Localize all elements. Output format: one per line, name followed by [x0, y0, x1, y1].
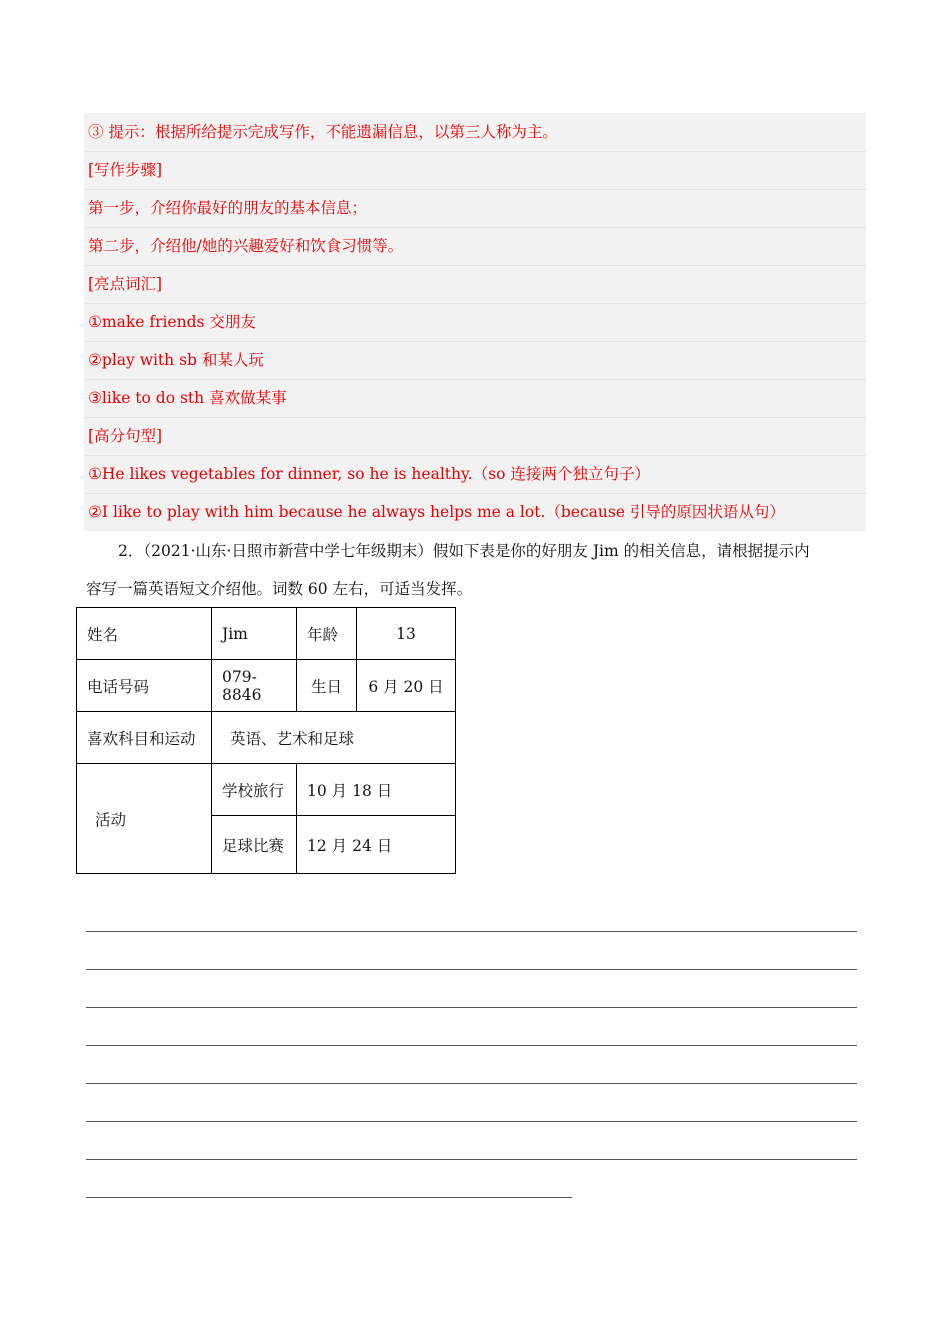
- tip-vocab-heading: [亮点词汇]: [88, 275, 163, 293]
- answer-line: [86, 1159, 857, 1160]
- age-label: 年龄: [297, 608, 357, 660]
- answer-line: [86, 1121, 857, 1122]
- question-prompt-line1: 2．（2021·山东·日照市新营中学七年级期末）假如下表是你的好朋友 Jim 的相关信息，请根据提示内: [118, 542, 810, 560]
- activities-label: 活动: [77, 764, 212, 874]
- tip-sentence-heading: [高分句型]: [88, 427, 163, 445]
- tip-step-one: 第一步，介绍你最好的朋友的基本信息；: [88, 199, 368, 217]
- likes-value: 英语、艺术和足球: [212, 712, 456, 764]
- answer-line: [86, 1197, 572, 1198]
- table-row: [77, 764, 456, 816]
- tip-steps-heading: [写作步骤]: [88, 161, 163, 179]
- phone-label: 电话号码: [77, 660, 212, 712]
- table-row: [77, 660, 456, 712]
- table-row: [77, 712, 456, 764]
- tip-vocab-item: ②play with sb 和某人玩: [88, 351, 264, 369]
- match-label: 足球比赛: [212, 816, 297, 874]
- trip-date: 10 月 18 日: [297, 764, 456, 816]
- answer-line: [86, 969, 857, 970]
- answer-line: [86, 1045, 857, 1046]
- answer-line: [86, 931, 857, 932]
- answer-line: [86, 1083, 857, 1084]
- tip-vocab-item: ③like to do sth 喜欢做某事: [88, 389, 287, 407]
- tip-sentence-item: ②I like to play with him because he always helps me a lot.（because 引导的原因状语从句）: [88, 503, 785, 521]
- name-value: Jim: [212, 608, 297, 660]
- trip-label: 学校旅行: [212, 764, 297, 816]
- info-table: [76, 607, 456, 874]
- tip-vocab-item: ①make friends 交朋友: [88, 313, 256, 331]
- tip-hint: ③ 提示：根据所给提示完成写作，不能遗漏信息，以第三人称为主。: [88, 123, 558, 141]
- match-date: 12 月 24 日: [297, 816, 456, 874]
- table-row: [77, 608, 456, 660]
- tip-step-two: 第二步，介绍他/她的兴趣爱好和饮食习惯等。: [88, 237, 404, 255]
- answer-line: [86, 1007, 857, 1008]
- tip-separator: [84, 265, 866, 266]
- name-label: 姓名: [77, 608, 212, 660]
- birthday-value: 6 月 20 日: [357, 660, 456, 712]
- age-value: 13: [357, 608, 456, 660]
- tip-separator: [84, 151, 866, 152]
- tip-separator: [84, 417, 866, 418]
- question-prompt-line2: 容写一篇英语短文介绍他。词数 60 左右，可适当发挥。: [86, 580, 473, 598]
- tip-sentence-item: ①He likes vegetables for dinner, so he is healthy.（so 连接两个独立句子）: [88, 465, 650, 483]
- phone-value: 079-8846: [212, 660, 297, 712]
- birthday-label: 生日: [297, 660, 357, 712]
- likes-label: 喜欢科目和运动: [77, 712, 212, 764]
